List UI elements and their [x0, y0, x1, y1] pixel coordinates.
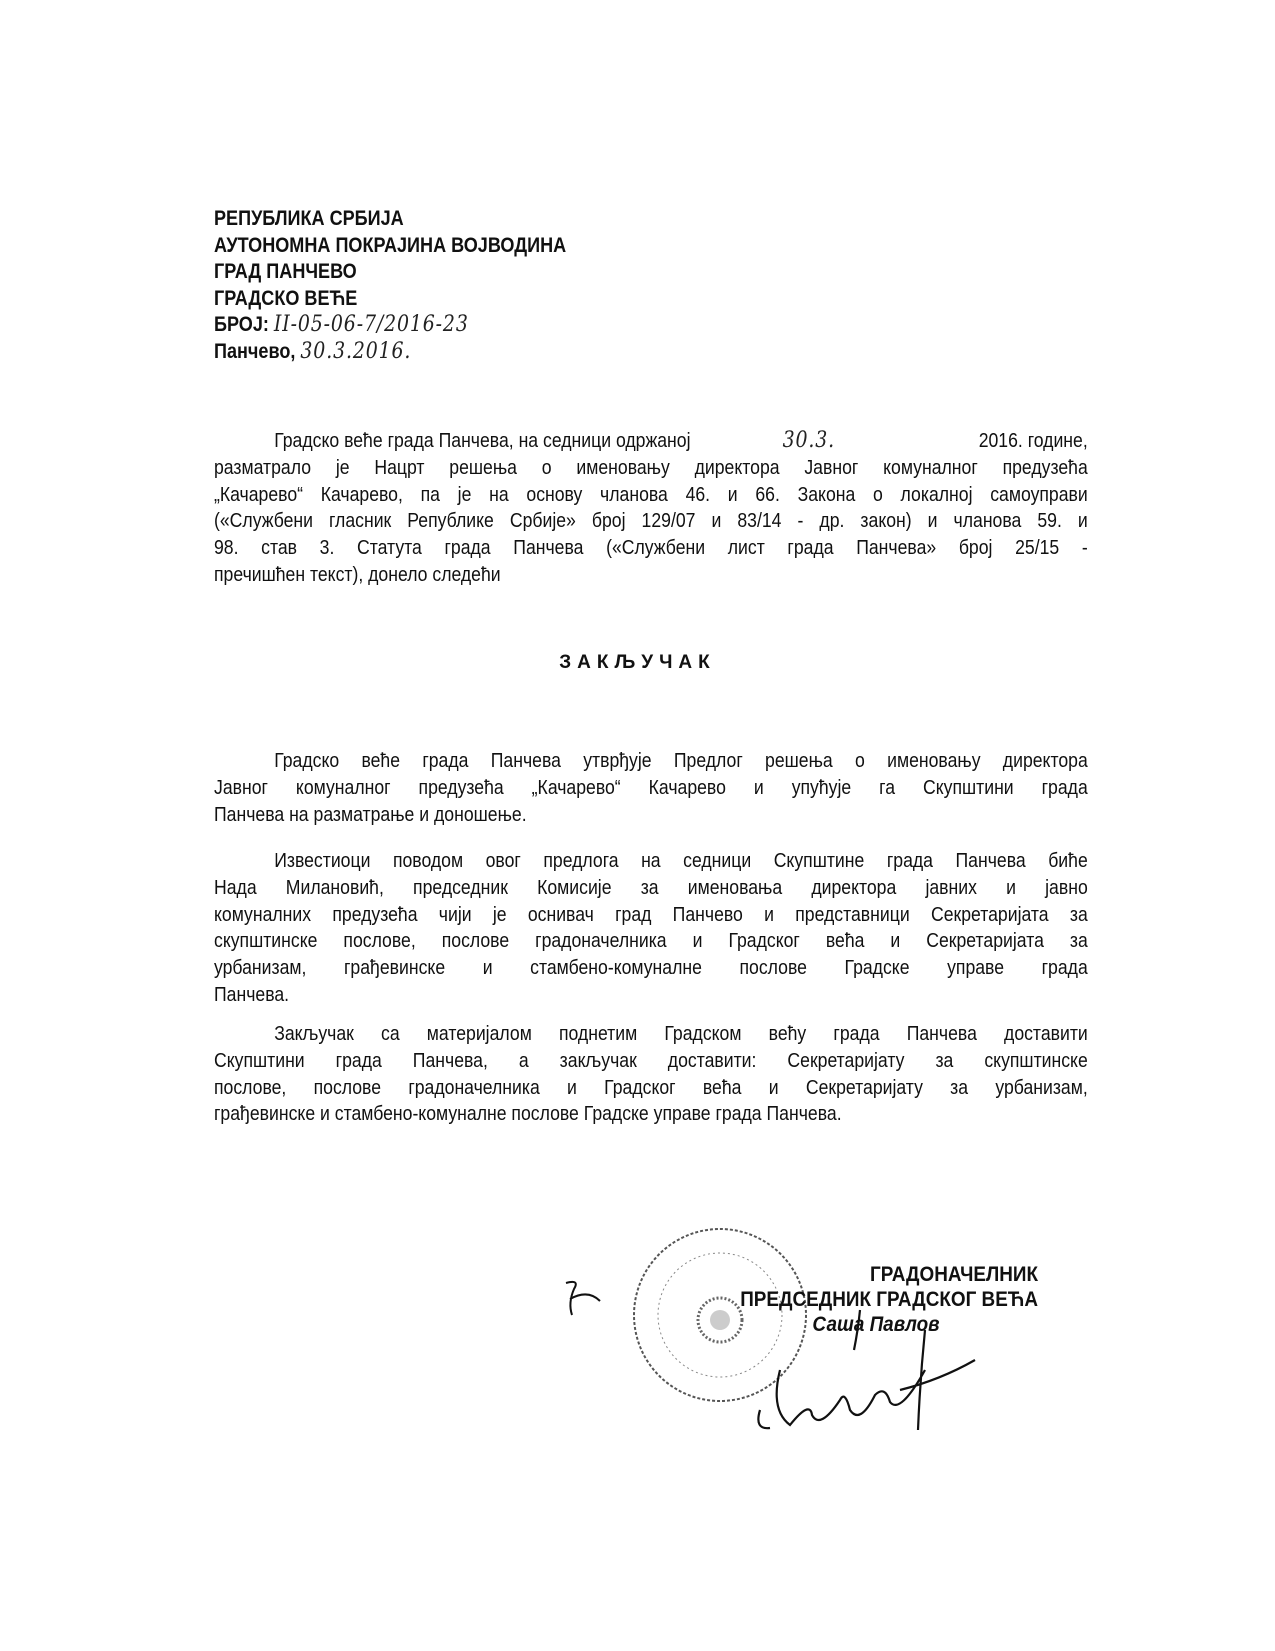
text-line: пречишћен текст), донело следећи	[214, 562, 501, 586]
initials-mark	[560, 1275, 610, 1325]
text-line: Нада Милановић, председник Комисије за именовања директора јавних и јавно	[214, 875, 1088, 899]
text-line: Известиоци поводом овог предлога на седници Скупштине града Панчева биће	[274, 849, 1088, 872]
intro-year: 2016. године,	[978, 429, 1088, 452]
intro-text: Градско веће града Панчева, на седници одржаној	[274, 429, 691, 452]
text-line: „Качарево“ Качарево, па је на основу чланова 46. и 66. Закона о локалној самоуправи	[214, 482, 1088, 506]
handwritten-signature	[750, 1290, 980, 1450]
signatory-title: ГРАДОНАЧЕЛНИК	[870, 1263, 1038, 1286]
text-line: Скупштини града Панчева, а закључак доставити: Секретаријату за скупштинске	[214, 1048, 1088, 1072]
text-line: Закључак са материјалом поднетим Градском већу града Панчева доставити	[274, 1022, 1088, 1045]
header-line: ГРАД ПАНЧЕВО	[214, 260, 357, 283]
number-value: II-05-06-7/2016-23	[273, 312, 469, 337]
text-line: Панчева на разматрање и доношење.	[214, 802, 527, 826]
text-line: Градско веће града Панчева утврђује Предлог решења о именовању директора	[274, 749, 1088, 772]
text-line: Панчева.	[214, 982, 290, 1006]
number-label: БРОЈ:	[214, 313, 269, 336]
date-value: 30.3.2016.	[300, 338, 412, 364]
text-line: скупштинске послове, послове градоначелника и Градског већа и Секретаријата за	[214, 929, 1088, 953]
text-line: разматрало је Нацрт решења о именовању директора Јавног комуналног предузећа	[214, 455, 1088, 479]
intro-paragraph	[214, 428, 1088, 589]
signatory-title: ПРЕДСЕДНИК ГРАДСКОГ ВЕЋА	[740, 1288, 1038, 1311]
text-line: послове, послове градоначелника и Градског већа и Секретаријату за урбанизам,	[214, 1075, 1088, 1099]
text-line: («Службени гласник Републике Србије» број 129/07 и 83/14 - др. закон) и чланова 59. и	[214, 509, 1088, 533]
signatory-name: Саша Павлов	[812, 1313, 940, 1336]
text-line: комуналних предузећа чији је оснивач град Панчево и представници Секретаријата за	[214, 902, 1088, 926]
text-line: грађевинске и стамбено-комуналне послове Градске управе града Панчева.	[214, 1102, 842, 1126]
document-title: ЗАКЉУЧАК	[559, 652, 716, 673]
document-header	[214, 206, 816, 365]
session-date: 30.3.	[782, 428, 836, 453]
paragraph-1	[214, 748, 1088, 828]
header-line: ГРАДСКО ВЕЋЕ	[214, 286, 358, 310]
header-line: РЕПУБЛИКА СРБИЈА	[214, 207, 404, 230]
text-line: Јавног комуналног предузећа „Качарево“ Качарево и упућује га Скупштини града	[214, 775, 1088, 799]
text-line: урбанизам, грађевинске и стамбено-комуналне послове Градске управе града	[214, 956, 1088, 980]
intro-first-line	[214, 428, 1088, 455]
paragraph-2	[214, 848, 1088, 1009]
document-place-date	[214, 339, 816, 366]
header-line: АУТОНОМНА ПОКРАЈИНА ВОЈВОДИНА	[214, 233, 567, 257]
paragraph-3	[214, 1021, 1088, 1128]
place-label: Панчево,	[214, 339, 296, 363]
document-number	[214, 312, 816, 339]
text-line: 98. став 3. Статута града Панчева («Службени лист града Панчева» број 25/15 -	[214, 536, 1088, 560]
